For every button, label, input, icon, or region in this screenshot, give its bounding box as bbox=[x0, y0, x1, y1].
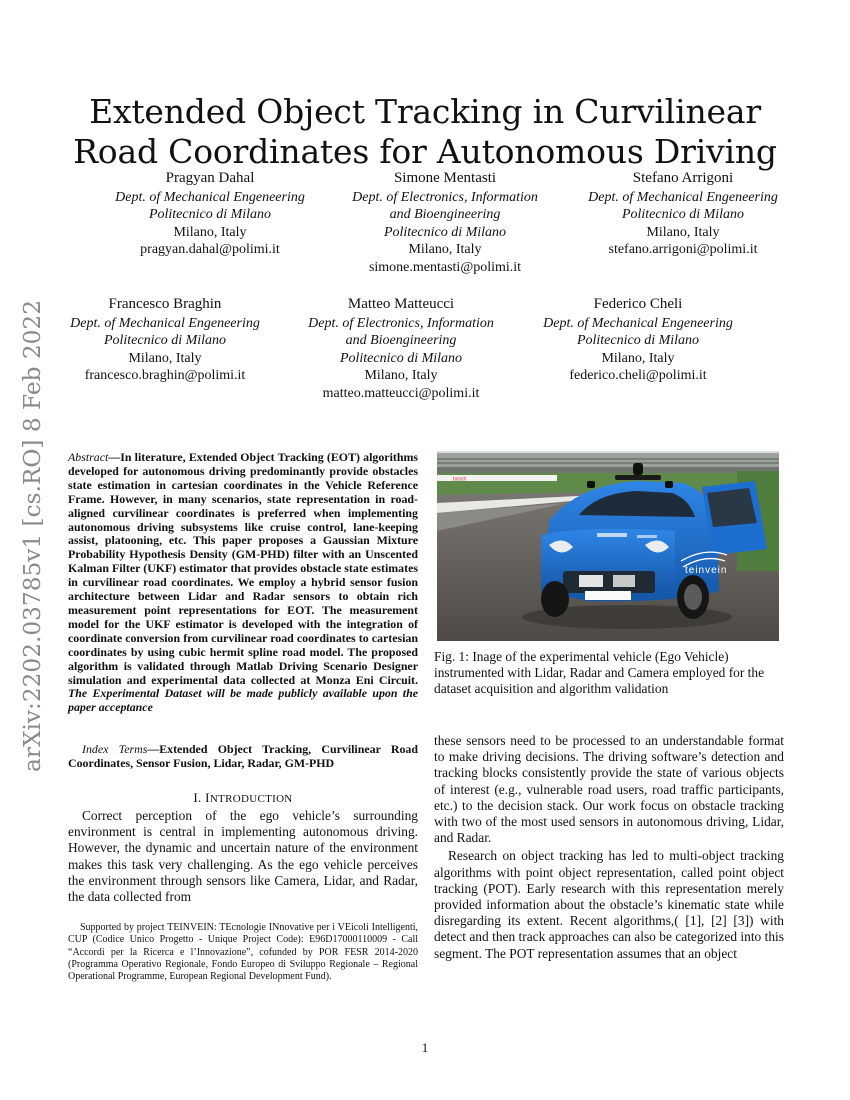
author-block bbox=[286, 296, 516, 402]
section-title-initial: I bbox=[205, 790, 210, 805]
author-institution: Politecnico di Milano bbox=[383, 224, 507, 240]
author-email: francesco.braghin@polimi.it bbox=[84, 368, 246, 383]
author-dept: Dept. of Mechanical Engeneering bbox=[588, 189, 778, 205]
author-email: pragyan.dahal@polimi.it bbox=[140, 242, 280, 257]
body-paragraph: these sensors need to be processed to an understandable format to make driving decisions. The driving software’s detection and tracking blocks consistently provide the state of various objects of interest (e.g., vulnerable road users, road traffic participants, etc.) to the decision stack. Our work focus on obstacle tracking with two of the most used sensors in autonomous driving, Lidar, and Radar. bbox=[434, 733, 784, 846]
right-column-text bbox=[434, 733, 784, 962]
arxiv-stamp bbox=[17, 300, 47, 780]
author-name: Simone Mentasti bbox=[393, 170, 497, 186]
author-institution: Politecnico di Milano bbox=[339, 350, 463, 366]
arxiv-id-text: arXiv:2202.03785v1 [cs.RO] 8 Feb 2022 bbox=[20, 304, 46, 772]
vehicle-photo-illustration bbox=[437, 451, 779, 641]
section-heading bbox=[68, 790, 418, 806]
index-terms bbox=[68, 743, 418, 771]
index-terms-label: Index Terms bbox=[82, 742, 148, 756]
author-institution: Politecnico di Milano bbox=[621, 207, 745, 222]
author-name: Matteo Matteucci bbox=[347, 296, 455, 312]
author-name: Federico Cheli bbox=[593, 296, 683, 312]
author-name: Francesco Braghin bbox=[108, 296, 222, 312]
section-number: I. bbox=[193, 790, 202, 805]
intro-paragraph: Correct perception of the ego vehicle’s surrounding environment is central in implementing autonomous driving. However, the dynamic and uncertain nature of the environment makes this task very challenging. As the ego vehicle perceives the environment through sensors like Camera, Lidar, and Radar, the data collected from bbox=[68, 808, 418, 905]
author-dept: Dept. of Electronics, Information bbox=[352, 189, 538, 205]
author-city: Milano, Italy bbox=[601, 350, 675, 366]
page-number: 1 bbox=[421, 1040, 429, 1055]
author-email: stefano.arrigoni@polimi.it bbox=[608, 242, 758, 257]
trackside-banner-text: bosch bbox=[453, 476, 467, 483]
paper-title: Extended Object Tracking in Curvilinear Road Coordinates for Autonomous Driving bbox=[73, 92, 777, 172]
author-name: Stefano Arrigoni bbox=[632, 170, 734, 186]
footnote: Supported by project TEINVEIN: TEcnologie INnovative per i VEicoli Intelligenti, CUP (Codice Unico Progetto - Unique Project Code): E96D17000110009 - Call “Accordi per la Ricerca e l’Innovazione”, cofunded by POR FESR 2014-2020 (Programma Operativo Regionale, Fondo Europeo di Sviluppo Regionale – Regional Operational Programme, European Regional Development Fund). bbox=[68, 922, 418, 983]
author-city: Milano, Italy bbox=[173, 224, 247, 240]
figure-caption: Fig. 1: Inage of the experimental vehicle (Ego Vehicle) instrumented with Lidar, Radar and Camera employed for the dataset acquisition and algorithm validation bbox=[434, 649, 765, 697]
author-city: Milano, Italy bbox=[364, 368, 438, 383]
author-name: Pragyan Dahal bbox=[165, 170, 255, 186]
abstract-label: Abstract bbox=[68, 450, 109, 464]
body-paragraph: Research on object tracking has led to multi-object tracking algorithms with point object representation, called point object tracking (POT). Early research with this representation merely provided information about the obstacle’s kinematic state while disregarding its extent. Recent algorithms,( [1], [2] [3]) with detect and then track approaches can also be categorized into this segment. The POT representation assumes that an object bbox=[434, 848, 784, 961]
author-city: Milano, Italy bbox=[408, 242, 482, 257]
author-institution: Politecnico di Milano bbox=[103, 333, 227, 348]
author-email: federico.cheli@polimi.it bbox=[569, 368, 707, 383]
car-logo-text: teinvein bbox=[685, 565, 728, 576]
author-dept-line2: and Bioengineering bbox=[389, 207, 501, 222]
author-email: matteo.matteucci@polimi.it bbox=[322, 385, 480, 401]
author-dept: Dept. of Mechanical Engeneering bbox=[543, 315, 733, 331]
author-institution: Politecnico di Milano bbox=[576, 333, 700, 348]
figure-vehicle-photo bbox=[437, 451, 779, 641]
index-terms-body: —Extended Object Tracking, Curvilinear Road Coordinates, Sensor Fusion, Lidar, Radar, GM-PHD bbox=[68, 742, 418, 770]
author-dept: Dept. of Mechanical Engeneering bbox=[70, 315, 260, 331]
author-block bbox=[330, 170, 560, 276]
author-block bbox=[50, 296, 280, 385]
abstract bbox=[68, 451, 418, 715]
author-dept: Dept. of Mechanical Engeneering bbox=[115, 189, 305, 205]
author-dept-line2: and Bioengineering bbox=[345, 333, 457, 348]
author-city: Milano, Italy bbox=[128, 350, 202, 366]
author-email: simone.mentasti@polimi.it bbox=[368, 259, 522, 275]
abstract-body: —In literature, Extended Object Tracking (EOT) algorithms developed for autonomous driving predominantly provide obstacles state estimation in cartesian coordinates in the Vehicle Reference Frame. However, in many scenarios, state representation in road-aligned curvilinear coordinates is preferred when implementing autonomous driving subsystems like cruise control, lane-keeping assist, platooning, etc. This paper proposes a Gaussian Mixture Probability Hypothesis Density (GM-PHD) filter with an Unscented Kalman Filter (UKF) estimator that provides obstacle state estimates in curvilinear road coordinates. We employ a hybrid sensor fusion architecture between Lidar and Radar sensors to obtain rich measurement point representations for EOT. The measurement model for the UKF estimator is developed with the integration of coordinate conversion from curvilinear road coordinates to cartesian coordinates by using cubic hermit spline road model. The proposed algorithm is validated through Matlab Driving Scenario Designer simulation and experimental data collected at Monza Eni Circuit. bbox=[68, 450, 418, 687]
author-block bbox=[568, 170, 798, 259]
author-block bbox=[523, 296, 753, 385]
author-dept: Dept. of Electronics, Information bbox=[308, 315, 494, 331]
abstract-note: The Experimental Dataset will be made publicly available upon the paper acceptance bbox=[68, 686, 418, 715]
author-city: Milano, Italy bbox=[646, 224, 720, 240]
section-title-rest: NTRODUCTION bbox=[209, 793, 293, 805]
author-institution: Politecnico di Milano bbox=[148, 207, 272, 222]
author-block bbox=[95, 170, 325, 259]
